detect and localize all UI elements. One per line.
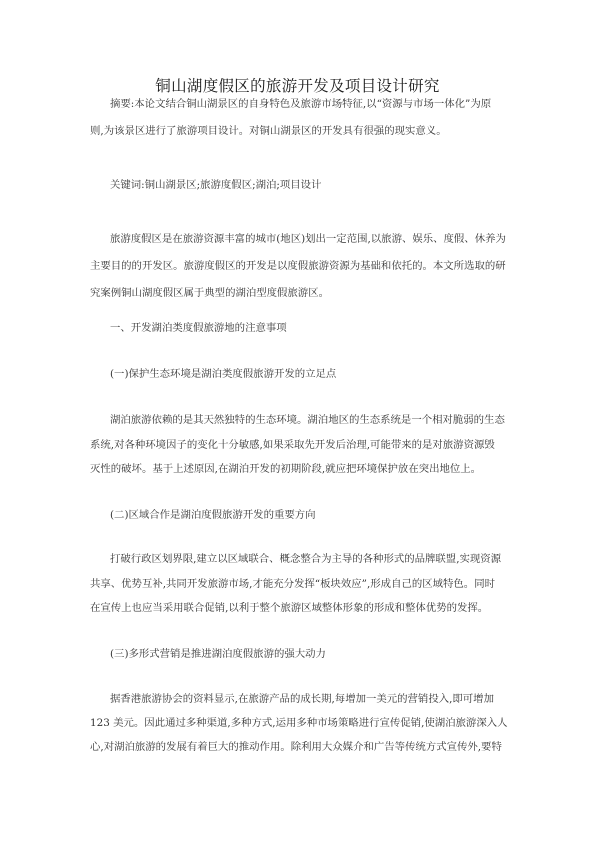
intro-line-1: 旅游度假区是在旅游资源丰富的城市(地区)划出一定范围,以旅游、娱乐、度假、休养为 <box>110 233 506 245</box>
subsection-2-line-1: 打破行政区划界限,建立以区域联合、概念整合为主导的各种形式的品牌联盟,实现资源 <box>110 553 502 565</box>
subsection-3-heading: (三)多形式营销是推进湖泊度假旅游的强大动力 <box>110 648 326 660</box>
intro-line-2: 主要目的的开发区。旅游度假区的开发是以度假旅游资源为基础和依托的。本文所选取的研 <box>90 260 506 272</box>
subsection-3-line-2: 123 美元。因此通过多种渠道,多种方式,运用多种市场策略进行宣传促销,使湖泊旅游深入人 <box>90 717 508 729</box>
keywords-line: 关键词:铜山湖景区;旅游度假区;湖泊;项目设计 <box>110 179 322 191</box>
subsection-3-line-3: 心,对湖泊旅游的发展有着巨大的推动作用。除利用大众媒介和广告等传统方式宣传外,要特 <box>90 741 502 753</box>
subsection-2-line-3: 在宣传上也应当采用联合促销,以利于整个旅游区域整体形象的形成和整体优势的发挥。 <box>90 602 489 614</box>
intro-line-3: 究案例铜山湖度假区属于典型的湖泊型度假旅游区。 <box>90 287 329 299</box>
subsection-1-line-1: 湖泊旅游依赖的是其天然独特的生态环境。湖泊地区的生态系统是一个相对脆弱的生态 <box>110 414 505 426</box>
section-1-heading: 一、开发湖泊类度假旅游地的注意事项 <box>110 322 287 334</box>
subsection-1-line-3: 灭性的破坏。基于上述原因,在湖泊开发的初期阶段,就应把环境保护放在突出地位上。 <box>90 463 482 475</box>
subsection-2-line-2: 共享、优势互补,共同开发旅游市场,才能充分发挥“板块效应”,形成自己的区域特色。同时 <box>90 578 495 590</box>
subsection-2-heading: (二)区域合作是湖泊度假旅游开发的重要方向 <box>110 509 316 521</box>
abstract-line-1: 摘要:本论文结合铜山湖景区的自身特色及旅游市场特征,以“资源与市场一体化”为原 <box>110 98 492 110</box>
document-title: 铜山湖度假区的旅游开发及项目设计研究 <box>155 77 440 95</box>
subsection-1-line-2: 系统,对各种环境因子的变化十分敏感,如果采取先开发后治理,可能带来的是对旅游资源毁 <box>90 439 495 451</box>
subsection-1-heading: (一)保护生态环境是湖泊类度假旅游开发的立足点 <box>110 368 337 380</box>
abstract-line-2: 则,为该景区进行了旅游项目设计。对铜山湖景区的开发具有很强的现实意义。 <box>90 125 447 137</box>
subsection-3-line-1: 据香港旅游协会的资料显示,在旅游产品的成长期,每增加一美元的营销投入,即可增加 <box>110 693 494 705</box>
